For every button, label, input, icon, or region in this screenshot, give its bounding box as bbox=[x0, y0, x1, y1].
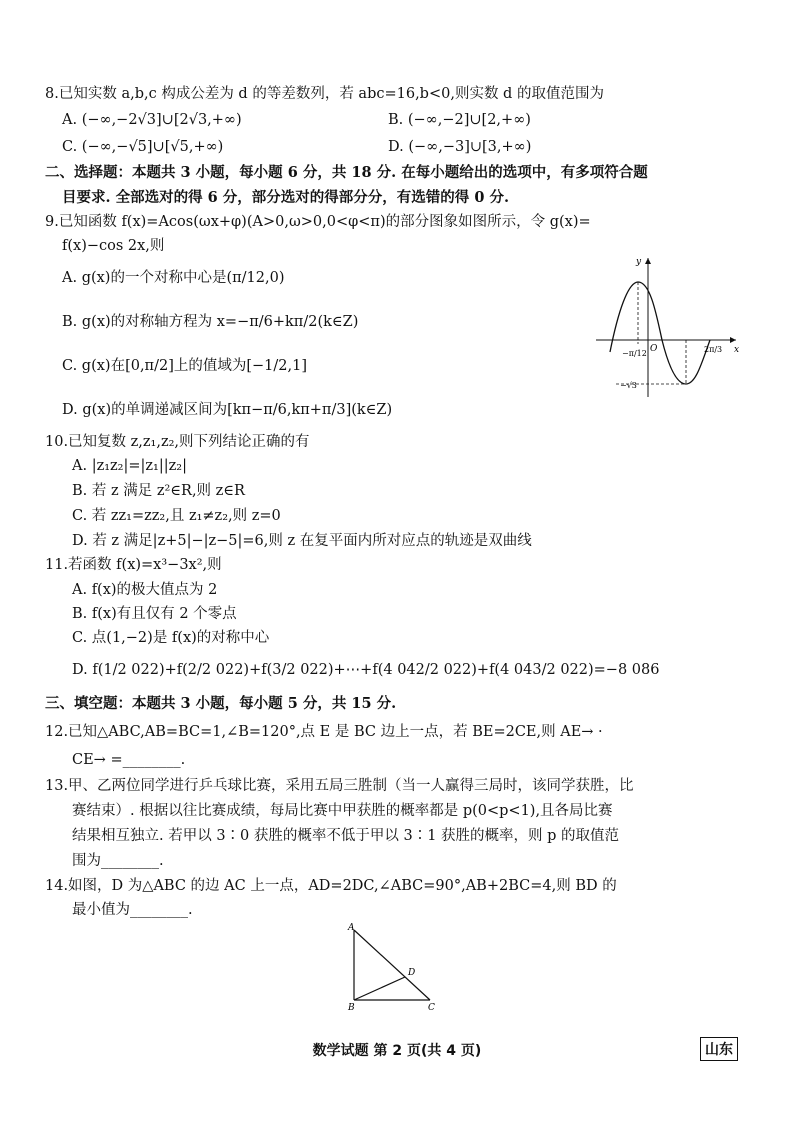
q8-option-d: D. (−∞,−3]∪[3,+∞) bbox=[388, 139, 532, 155]
q12-line1: 12.已知△ABC,AB=BC=1,∠B=120°,点 E 是 BC 边上一点，若 BE=2CE,则 AE→ · bbox=[45, 724, 603, 740]
section3-heading: 三、填空题：本题共 3 小题，每小题 5 分，共 15 分. bbox=[45, 695, 397, 712]
q9-option-c: C. g(x)在[0,π/2]上的值域为[−1/2,1] bbox=[62, 358, 307, 374]
vertex-b-label: B bbox=[348, 1003, 355, 1012]
region-badge: 山东 bbox=[700, 1037, 738, 1061]
cosine-curve bbox=[610, 282, 710, 384]
q10-option-b: B. 若 z 满足 z²∈R,则 z∈R bbox=[72, 483, 245, 499]
x-axis-arrow bbox=[730, 337, 736, 343]
q11-option-b: B. f(x)有且仅有 2 个零点 bbox=[72, 606, 237, 622]
q14-triangle-figure bbox=[340, 920, 450, 1012]
vertex-c-label: C bbox=[428, 1003, 435, 1012]
q9-option-b: B. g(x)的对称轴方程为 x=−π/6+kπ/2(k∈Z) bbox=[62, 314, 359, 330]
q14-line1: 14.如图，D 为△ABC 的边 AC 上一点，AD=2DC,∠ABC=90°,AB+2BC=4,则 BD 的 bbox=[45, 878, 617, 894]
section2-heading-line1: 二、选择题：本题共 3 小题，每小题 6 分，共 18 分. 在每小题给出的选项中，有多项符合题 bbox=[45, 164, 648, 181]
y-axis-arrow bbox=[645, 258, 651, 264]
q9-stem-line2: f(x)−cos 2x,则 bbox=[62, 238, 165, 254]
point-d-label: D bbox=[408, 968, 416, 978]
q12-line2: CE→ =________. bbox=[72, 752, 186, 768]
q10-option-c: C. 若 zz₁=zz₂,且 z₁≠z₂,则 z=0 bbox=[72, 508, 281, 524]
q13-line1: 13.甲、乙两位同学进行乒乓球比赛，采用五局三胜制（当一人赢得三局时，该同学获胜，比 bbox=[45, 778, 634, 794]
q11-option-a: A. f(x)的极大值点为 2 bbox=[72, 582, 218, 598]
q11-stem: 11.若函数 f(x)=x³−3x²,则 bbox=[45, 557, 222, 573]
pos-tick-label: 2π/3 bbox=[704, 345, 723, 354]
x-axis-label: x bbox=[734, 345, 740, 355]
q8-stem: 8.已知实数 a,b,c 构成公差为 d 的等差数列，若 abc=16,b<0,则实数 d 的取值范围为 bbox=[45, 86, 604, 102]
q8-option-c: C. (−∞,−√5]∪[√5,+∞) bbox=[62, 139, 224, 155]
q9-cosine-graph bbox=[586, 252, 746, 402]
side-ac bbox=[354, 930, 430, 1000]
page-footer: 数学试题 第 2 页(共 4 页) bbox=[312, 1043, 482, 1059]
q11-option-d: D. f(1/2 022)+f(2/2 022)+f(3/2 022)+⋯+f(4 042/2 022)+f(4 043/2 022)=−8 086 bbox=[72, 662, 660, 678]
q10-option-a: A. |z₁z₂|=|z₁||z₂| bbox=[72, 458, 187, 474]
neg-tick-label: −π/12 bbox=[622, 349, 647, 358]
q10-option-d: D. 若 z 满足|z+5|−|z−5|=6,则 z 在复平面内所对应点的轨迹是双曲线 bbox=[72, 533, 532, 549]
y-axis-label: y bbox=[636, 257, 642, 267]
q9-option-a: A. g(x)的一个对称中心是(π/12,0) bbox=[62, 270, 285, 286]
min-value-label: −√3 bbox=[620, 381, 637, 390]
q10-stem: 10.已知复数 z,z₁,z₂,则下列结论正确的有 bbox=[45, 434, 310, 450]
q8-option-a: A. (−∞,−2√3]∪[2√3,+∞) bbox=[62, 112, 242, 128]
origin-label: O bbox=[650, 344, 658, 354]
q13-line2: 赛结束）. 根据以往比赛成绩，每局比赛中甲获胜的概率都是 p(0<p<1),且各局比赛 bbox=[72, 803, 613, 819]
q14-line2: 最小值为________. bbox=[72, 902, 193, 918]
q11-option-c: C. 点(1,−2)是 f(x)的对称中心 bbox=[72, 630, 270, 646]
q8-option-b: B. (−∞,−2]∪[2,+∞) bbox=[388, 112, 531, 128]
vertex-a-label: A bbox=[348, 923, 355, 933]
segment-bd bbox=[354, 977, 405, 1000]
q13-line4: 围为________. bbox=[72, 853, 164, 869]
q13-line3: 结果相互独立. 若甲以 3∶0 获胜的概率不低于甲以 3∶1 获胜的概率，则 p 的取值范 bbox=[72, 828, 620, 844]
q9-option-d: D. g(x)的单调递减区间为[kπ−π/6,kπ+π/3](k∈Z) bbox=[62, 402, 393, 418]
section2-heading-line2: 目要求. 全部选对的得 6 分，部分选对的得部分分，有选错的得 0 分. bbox=[62, 189, 510, 206]
q9-stem-line1: 9.已知函数 f(x)=Acos(ωx+φ)(A>0,ω>0,0<φ<π)的部分图象如图所示，令 g(x)= bbox=[45, 214, 591, 230]
